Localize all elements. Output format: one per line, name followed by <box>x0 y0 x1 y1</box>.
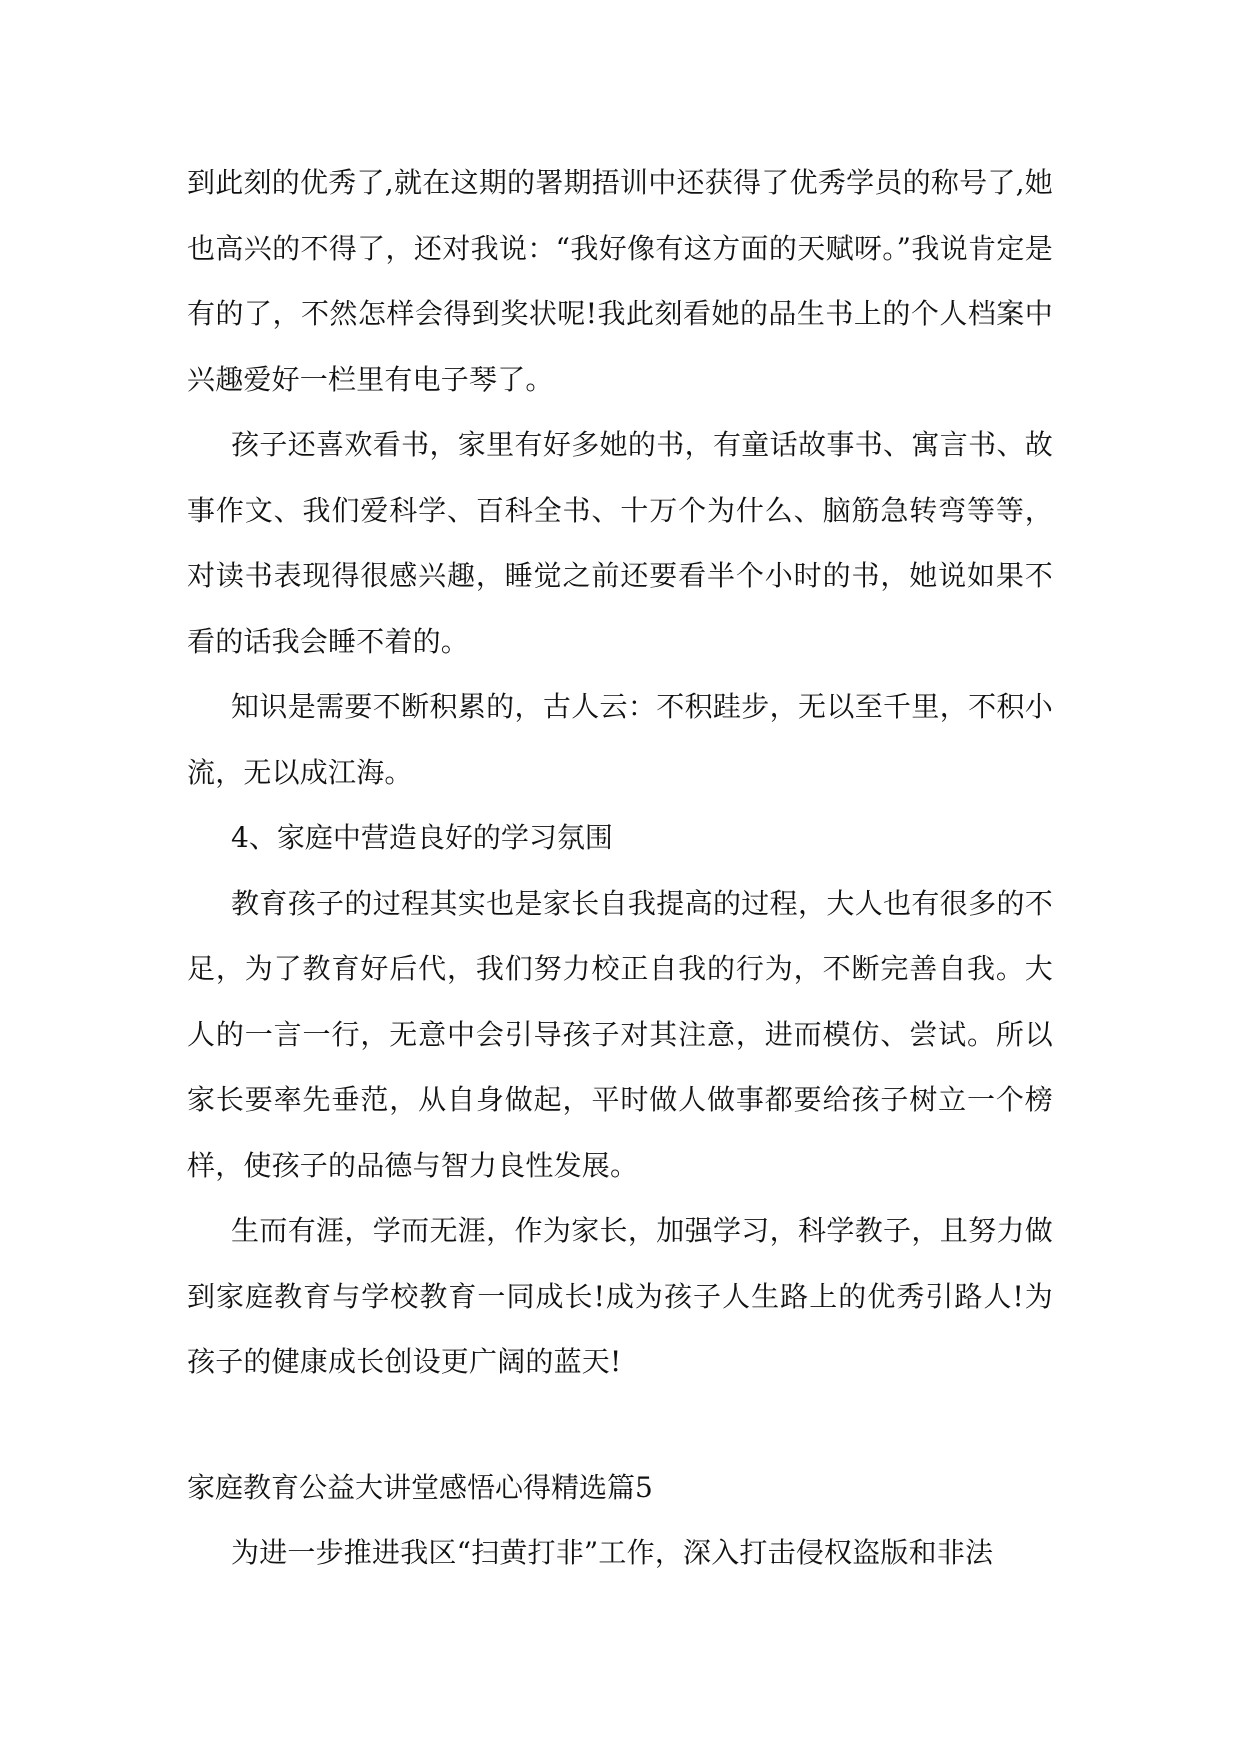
section-title: 家庭教育公益大讲堂感悟心得精选篇5 <box>187 1470 653 1504</box>
paragraph-5: 教育孩子的过程其实也是家长自我提高的过程，大人也有很多的不足，为了教育好后代，我们努力校正自我的行为，不断完善自我。大人的一言一行，无意中会引导孩子对其注意，进而模仿、尝试。所以家长要率先垂范，从自身做起，平时做人做事都要给孩子树立一个榜样，使孩子的品德与智力良性发展。 <box>187 886 1053 1182</box>
paragraph-2: 孩子还喜欢看书，家里有好多她的书，有童话故事书、寓言书、故事作文、我们爱科学、百科全书、十万个为什么、脑筋急转弯等等，对读书表现得很感兴趣，睡觉之前还要看半个小时的书，她说如果不看的话我会睡不着的。 <box>187 428 1053 658</box>
paragraph-6: 生而有涯，学而无涯，作为家长，加强学习，科学教子，且努力做到家庭教育与学校教育一同成长!成为孩子人生路上的优秀引路人!为孩子的健康成长创设更广阔的蓝天! <box>187 1214 1053 1378</box>
document-body <box>187 150 1053 1586</box>
paragraph-7: 为进一步推进我区“扫黄打非”工作，深入打击侵权盗版和非法 <box>231 1536 994 1569</box>
paragraph-3: 知识是需要不断积累的，古人云：不积跬步，无以至千里，不积小流，无以成江海。 <box>187 690 1053 789</box>
paragraph-1: 到此刻的优秀了,就在这期的署期捂训中还获得了优秀学员的称号了,她也高兴的不得了，还对我说：“我好像有这方面的天赋呀。”我说肯定是有的了，不然怎样会得到奖状呢!我此刻看她的品生书上的个人档案中兴趣爱好一栏里有电子琴了。 <box>187 166 1053 396</box>
subheading-4: 4、家庭中营造良好的学习氛围 <box>231 821 613 854</box>
